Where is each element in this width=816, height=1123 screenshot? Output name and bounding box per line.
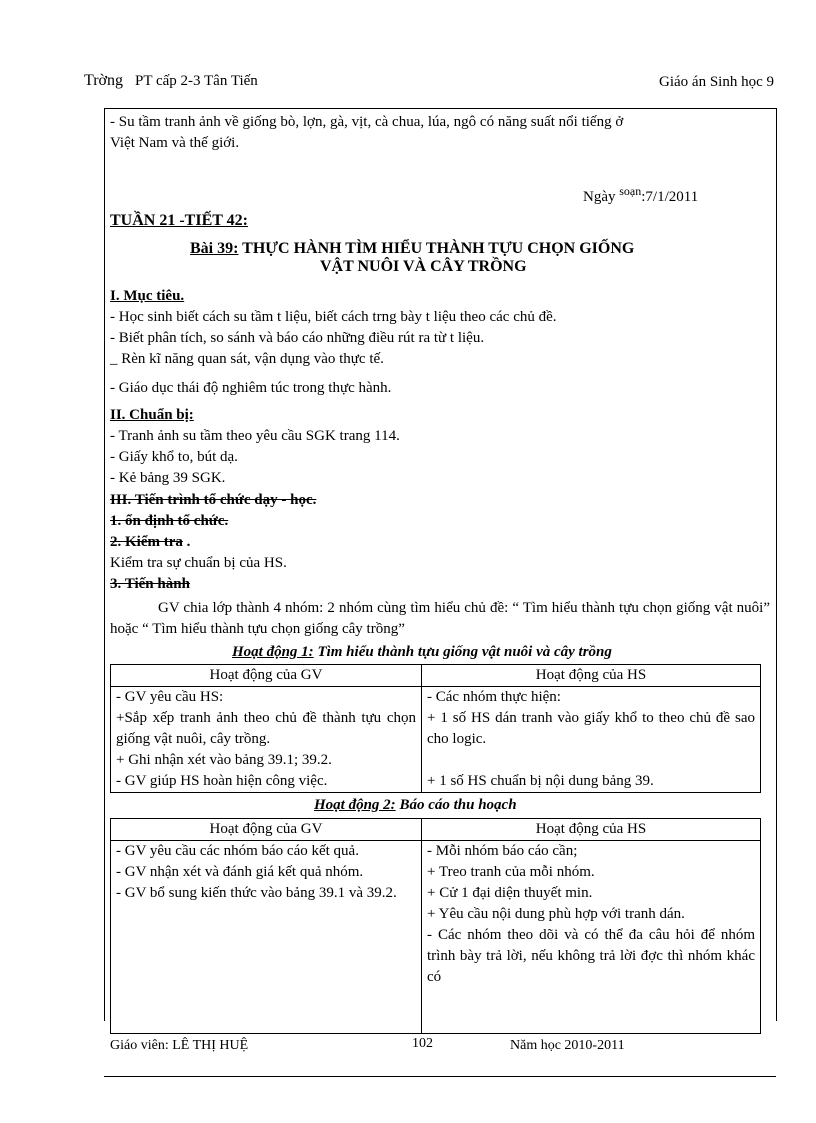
process-section	[110, 490, 770, 640]
activity-1-hs-line: + 1 số HS chuẩn bị nội dung bảng 39.	[427, 773, 654, 789]
activity-1-hs-cell	[422, 687, 761, 793]
page-number: 102	[412, 1036, 433, 1051]
date-sup: soạn	[619, 184, 642, 198]
activity-1-hs-line: + 1 số HS dán tranh vào giấy khổ to theo chủ đề sao cho logic.	[427, 710, 755, 747]
activity-2-gv-line: - GV yêu cầu các nhóm báo cáo kết quả.	[116, 843, 359, 859]
activity-2-col-hs: Hoạt động của HS	[422, 819, 761, 841]
step-2-heading: 2. Kiểm tra	[110, 534, 183, 550]
header-school: PT cấp 2-3 Tân Tiến	[135, 73, 258, 89]
date-label: Ngày	[583, 189, 616, 205]
activity-1-gv-line: - GV yêu cầu HS:	[116, 689, 224, 705]
objectives-heading: I. Mục tiêu.	[110, 288, 185, 304]
activity-1-col-hs: Hoạt động của HS	[422, 665, 761, 687]
date-value: :7/1/2011	[641, 189, 699, 205]
step-2-tail: .	[182, 534, 191, 550]
preparation-item: - Kẻ bảng 39 SGK.	[110, 470, 226, 486]
activity-2-gv-line: - GV nhận xét và đánh giá kết quả nhóm.	[116, 864, 364, 880]
lesson-label: Bài 39:	[190, 240, 239, 257]
preparation-section	[110, 405, 400, 489]
preparation-heading: II. Chuẩn bị:	[110, 407, 194, 423]
activity-2-hs-cell	[422, 841, 761, 1034]
activity-2-hs-line: - Mỗi nhóm báo cáo cần;	[427, 843, 578, 859]
objective-item: _ Rèn kĩ năng quan sát, vận dụng vào thực tế.	[110, 351, 384, 367]
preparation-item: - Giấy khổ to, bút dạ.	[110, 449, 238, 465]
activity-1-table	[110, 664, 761, 793]
footer-teacher-name: LÊ THỊ HUỆ	[168, 1038, 249, 1053]
activity-1-gv-line: +Sắp xếp tranh ảnh theo chủ đề thành tựu chọn giống vật nuôi, cây trồng.	[116, 710, 416, 747]
process-heading: III. Tiến trình tổ chức dạy - học.	[110, 492, 317, 508]
activity-1-gv-line: + Ghi nhận xét vào bảng 39.1; 39.2.	[116, 752, 332, 768]
header-subject: Giáo án Sinh học 9	[659, 74, 774, 90]
activity-2-title	[314, 797, 517, 814]
step-3-paragraph: GV chia lớp thành 4 nhóm: 2 nhóm cùng tìm hiểu chủ đề: “ Tìm hiểu thành tựu chọn giống vật nuôi” hoặc “ Tìm hiểu thành tựu chọn giống cây trồng”	[110, 600, 770, 637]
lesson-title	[190, 240, 750, 276]
activity-2-label: Hoạt động 2:	[314, 797, 396, 813]
intro-line-2: Việt Nam và thế giới.	[110, 135, 240, 151]
activity-2-gv-cell	[111, 841, 422, 1034]
footer-school-year: Năm học 2010-2011	[510, 1038, 625, 1053]
lesson-title-line-2: VẬT NUÔI VÀ CÂY TRỒNG	[320, 258, 527, 275]
activity-1-gv-cell	[111, 687, 422, 793]
objective-item: - Học sinh biết cách su tầm t liệu, biết cách trng bày t liệu theo các chủ đề.	[110, 309, 557, 325]
activity-2-hs-line: + Yêu cầu nội dung phù hợp với tranh dán.	[427, 906, 685, 922]
objectives-section	[110, 286, 557, 399]
activity-1-gv-line: - GV giúp HS hoàn hiện công việc.	[116, 773, 328, 789]
footer-teacher	[110, 1038, 248, 1054]
objective-item: - Biết phân tích, so sánh và báo cáo những điều rút ra từ t liệu.	[110, 330, 485, 346]
intro-block	[110, 112, 770, 154]
header-prefix: Trờng	[84, 72, 123, 89]
activity-1-title	[232, 644, 612, 661]
activity-1-col-gv: Hoạt động của GV	[111, 665, 422, 687]
activity-1-text: Tìm hiểu thành tựu giống vật nuôi và cây trồng	[313, 644, 612, 660]
activity-1-label: Hoạt động 1:	[232, 644, 314, 660]
preparation-item: - Tranh ảnh su tầm theo yêu cầu SGK trang 114.	[110, 428, 400, 444]
step-2-text: Kiểm tra sự chuẩn bị của HS.	[110, 555, 287, 571]
step-3-heading: 3. Tiến hành	[110, 576, 190, 592]
header-left	[84, 72, 258, 90]
activity-2-text: Báo cáo thu hoạch	[395, 797, 517, 813]
activity-1-hs-line: - Các nhóm thực hiện:	[427, 689, 561, 705]
activity-2-table	[110, 818, 761, 1034]
activity-2-hs-line: - Các nhóm theo dõi và có thể đa câu hỏi để nhóm trình bày trả lời, nếu không trả lời đợc thì nhóm khác có	[427, 927, 755, 985]
intro-line-1: - Su tầm tranh ảnh về giống bò, lợn, gà, vịt, cà chua, lúa, ngô có năng suất nổi tiếng ở	[110, 114, 624, 130]
date-line	[583, 184, 698, 206]
activity-2-gv-line: - GV bổ sung kiến thức vào bảng 39.1 và 39.2.	[116, 885, 397, 901]
activity-2-hs-line: + Cử 1 đại diện thuyết min.	[427, 885, 593, 901]
lesson-title-line-1: THỰC HÀNH TÌM HIỂU THÀNH TỰU CHỌN GIỐNG	[238, 240, 635, 257]
step-1-heading: 1. ổn định tổ chức.	[110, 513, 229, 529]
week-lesson-number: TUẦN 21 -TIẾT 42:	[110, 212, 248, 229]
objective-item: - Giáo dục thái độ nghiêm túc trong thực hành.	[110, 380, 392, 396]
footer-teacher-label: Giáo viên:	[110, 1038, 169, 1053]
page-header	[84, 72, 774, 102]
activity-2-col-gv: Hoạt động của GV	[111, 819, 422, 841]
activity-2-hs-line: + Treo tranh của mỗi nhóm.	[427, 864, 595, 880]
footer-rule	[104, 1076, 776, 1077]
